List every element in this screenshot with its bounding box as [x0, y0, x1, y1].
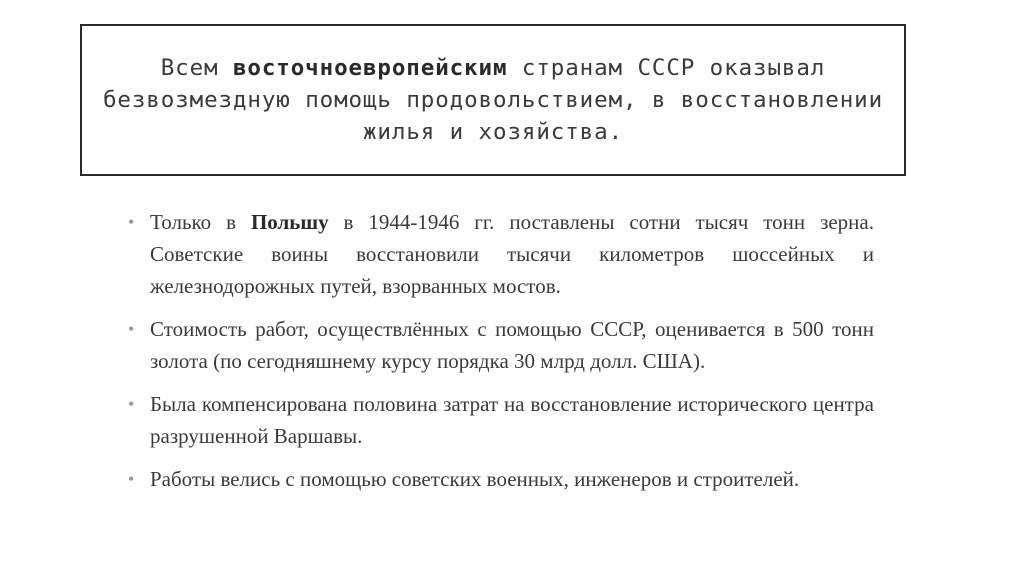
- bullet-marker: •: [128, 319, 135, 339]
- bullet-item: [128, 388, 874, 452]
- slide-title: [82, 52, 904, 148]
- bullet-text: [150, 210, 874, 298]
- bullet-list: [128, 206, 874, 506]
- bullet-item: [128, 206, 874, 302]
- title-prefix: Всем: [160, 55, 233, 81]
- title-box: [80, 24, 906, 176]
- bullet-bold: Польшу: [250, 210, 329, 234]
- bullet-item: [128, 313, 874, 377]
- bullet-text: Работы велись с помощью советских военных, инженеров и строителей.: [150, 467, 800, 491]
- bullet-marker: •: [128, 394, 135, 414]
- bullet-prefix: Только в: [150, 210, 251, 234]
- bullet-text: Стоимость работ, осуществлённых с помощью СССР, оценивается в 500 тонн золота (по сегодняшнему курсу порядка 30 млрд долл. США).: [150, 317, 874, 373]
- bullet-marker: •: [128, 212, 135, 232]
- bullet-item: [128, 463, 874, 495]
- bullet-text: Была компенсирована половина затрат на восстановление исторического центра разрушенной Варшавы.: [150, 392, 874, 448]
- bullet-marker: •: [128, 469, 135, 489]
- bullet-suffix: в 1944-1946 гг. поставлены сотни тысяч тонн зерна. Советские воины восстановили тысячи километров шоссейных и железнодорожных путей, взорванных мостов.: [150, 210, 874, 298]
- title-suffix: странам СССР оказывал безвозмездную помощь продовольствием, в восстановлении жилья и хозяйства.: [102, 55, 884, 145]
- title-bold: восточноевропейским: [232, 55, 508, 81]
